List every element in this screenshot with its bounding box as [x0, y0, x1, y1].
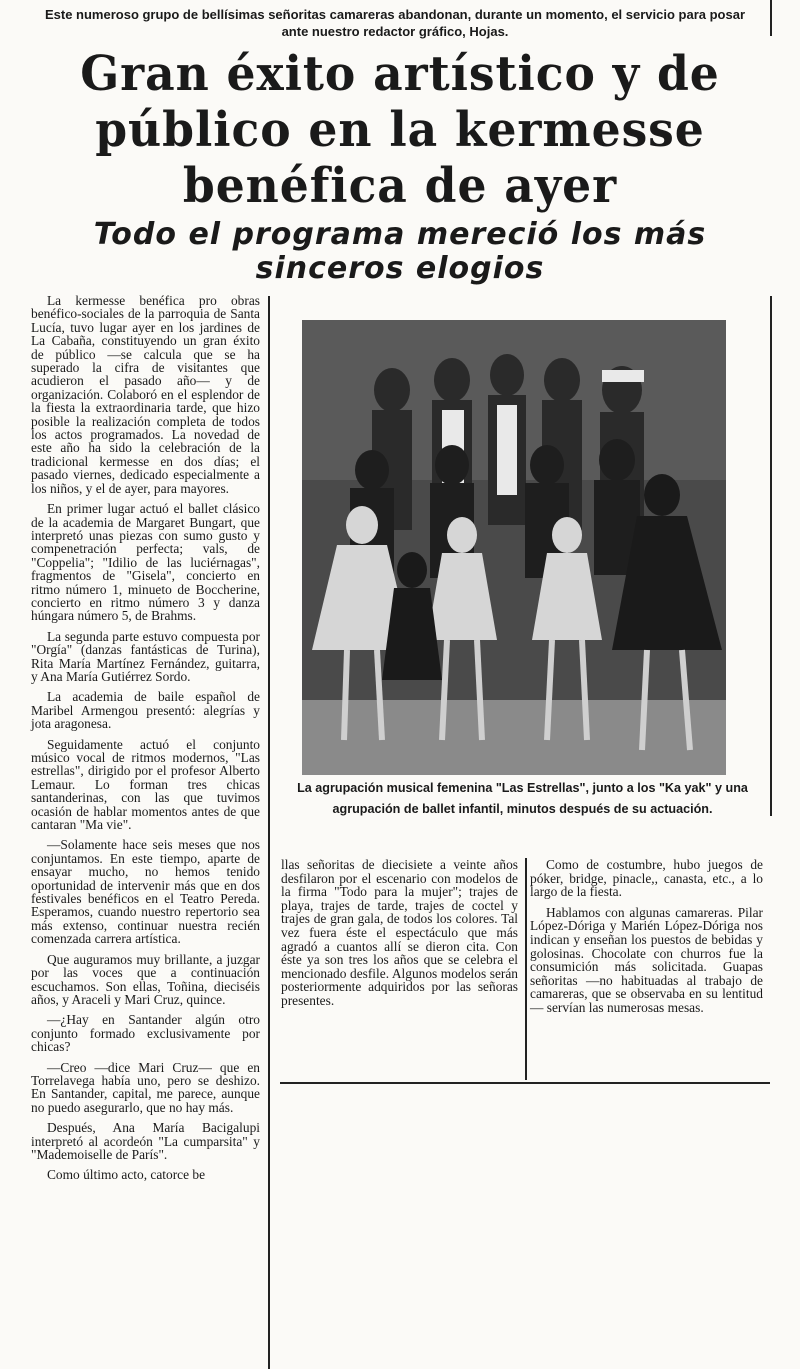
paragraph: En primer lugar actuó el ballet clásico de la academia de Margaret Bungart, que interpretó unas piezas con sumo gusto y compenetración perfecta; vals, de "Coppelia"; "Idilio de las luciérnagas", fragmentos de "Gisela", concierto en ritmo número 1, minueto de Boccherine, concierto en ritmo número 3 y danza húngara número 5, de Brahms.: [31, 501, 260, 624]
paragraph: La segunda parte estuvo compuesta por "Orgía" (danzas fantásticas de Turina), Rita María Martínez Fernández, guitarra, y Ana María Gutiérrez Sordo.: [31, 628, 260, 684]
paragraph: —Creo —dice Mari Cruz— que en Torrelavega había uno, pero se deshizo. En Santander, capital, me parece, aunque no puedo asegurarlo, que no hay más.: [31, 1059, 260, 1115]
article-column-1: [31, 294, 260, 1189]
column-divider-left: [268, 296, 270, 1369]
subheadline: Todo el programa mereció los más sinceros elogios: [93, 217, 707, 286]
column-divider-middle: [525, 858, 527, 1080]
group-photo: [302, 320, 726, 775]
paragraph: Hablamos con algunas camareras. Pilar López-Dóriga y Marién López-Dóriga nos indican y enseñan los puestos de bebidas y golosinas. Chocolate con churros fue la consumición más solicitada. Guapas señoritas —no habituadas al trabajo de camareras, que se observaba en su lentitud— servían las numerosas mesas.: [530, 904, 763, 1015]
paragraph: —Solamente hace seis meses que nos conjuntamos. En este tiempo, aparte de ensayar mucho, no hemos tenido oportunidad de intervenir más que en dos festivales benéficos en el Teatro Pereda. Esperamos, cuando nuestro repertorio sea más extenso, continuar nuestra recién comenzada carrera artística.: [31, 837, 260, 947]
paragraph: Después, Ana María Bacigalupi interpretó al acordeón "La cumparsita" y "Mademoiselle de París".: [31, 1120, 260, 1162]
column-divider-right: [770, 296, 772, 816]
article-column-2: [281, 858, 518, 1015]
headline: Gran éxito artístico y de público en la kermesse benéfica de ayer: [80, 46, 720, 214]
paragraph: Como de costumbre, hubo juegos de póker, bridge, pinacle,, canasta, etc., a lo largo de la fiesta.: [530, 857, 763, 900]
paragraph: llas señoritas de diecisiete a veinte años desfilaron por el escenario con modelos de la firma "Todo para la mujer"; trajes de playa, trajes de tarde, trajes de coctel y trajes de gran gala, de todos los colores. Tal vez fuera éste el espectáculo que más agradó a cuantos allí se dieron cita. Con éste ya son tres los años que se celebra el mencionado desfile. Algunos modelos serán posteriormente adquiridos por las señoras presentes.: [281, 857, 518, 1008]
paragraph: —¿Hay en Santander algún otro conjunto formado exclusivamente por chicas?: [31, 1012, 260, 1055]
paragraph: La academia de baile español de Maribel Armengou presentó: alegrías y jota aragonesa.: [31, 689, 260, 732]
paragraph-fragment: Como último acto, catorce be: [47, 1167, 206, 1183]
paragraph: Que auguramos muy brillante, a juzgar por las voces que a continuación escuchamos. Son ellas, Toñina, dieciséis años, y Araceli y Mari Cruz, quince.: [31, 951, 260, 1007]
article-column-3: [530, 858, 763, 1022]
photo-caption: La agrupación musical femenina "Las Estrellas", junto a los "Ka yak" y una agrupación de ballet infantil, minutos después de su actuación.: [297, 781, 748, 816]
bottom-rule: [280, 1082, 770, 1084]
column-rule: [770, 0, 772, 36]
paragraph: Seguidamente actuó el conjunto músico vocal de ritmos modernos, "Las estrellas", dirigido por el profesor Alberto Lemaur. Lo forman tres chicas santanderinas, con las que tuvimos ocasión de hablar momentos antes de que cantaran "Ma vie".: [31, 736, 260, 833]
top-photo-caption: Este numeroso grupo de bellísimas señoritas camareras abandonan, durante un momento, el servicio para posar ante nuestro redactor gráfico, Hojas.: [44, 7, 746, 39]
paragraph: La kermesse benéfica pro obras benéfico-sociales de la parroquia de Santa Lucía, tuvo lugar ayer en los jardines de La Cabaña, constituyendo un gran éxito de público —se calcula que se ha superado la cifra de visitantes que acudieron el pasado año— y de organización. Colaboró en el esplendor de la fiesta la extraordinaria tarde, que hizo posible la realización completa de todos los actos programados. La novedad de este año ha sido la celebración de la tradicional kermesse en dos días; el pasado viernes, dedicado especialmente a los niños, y el de ayer, para mayores.: [31, 293, 260, 496]
photo-illustration: [302, 320, 726, 775]
